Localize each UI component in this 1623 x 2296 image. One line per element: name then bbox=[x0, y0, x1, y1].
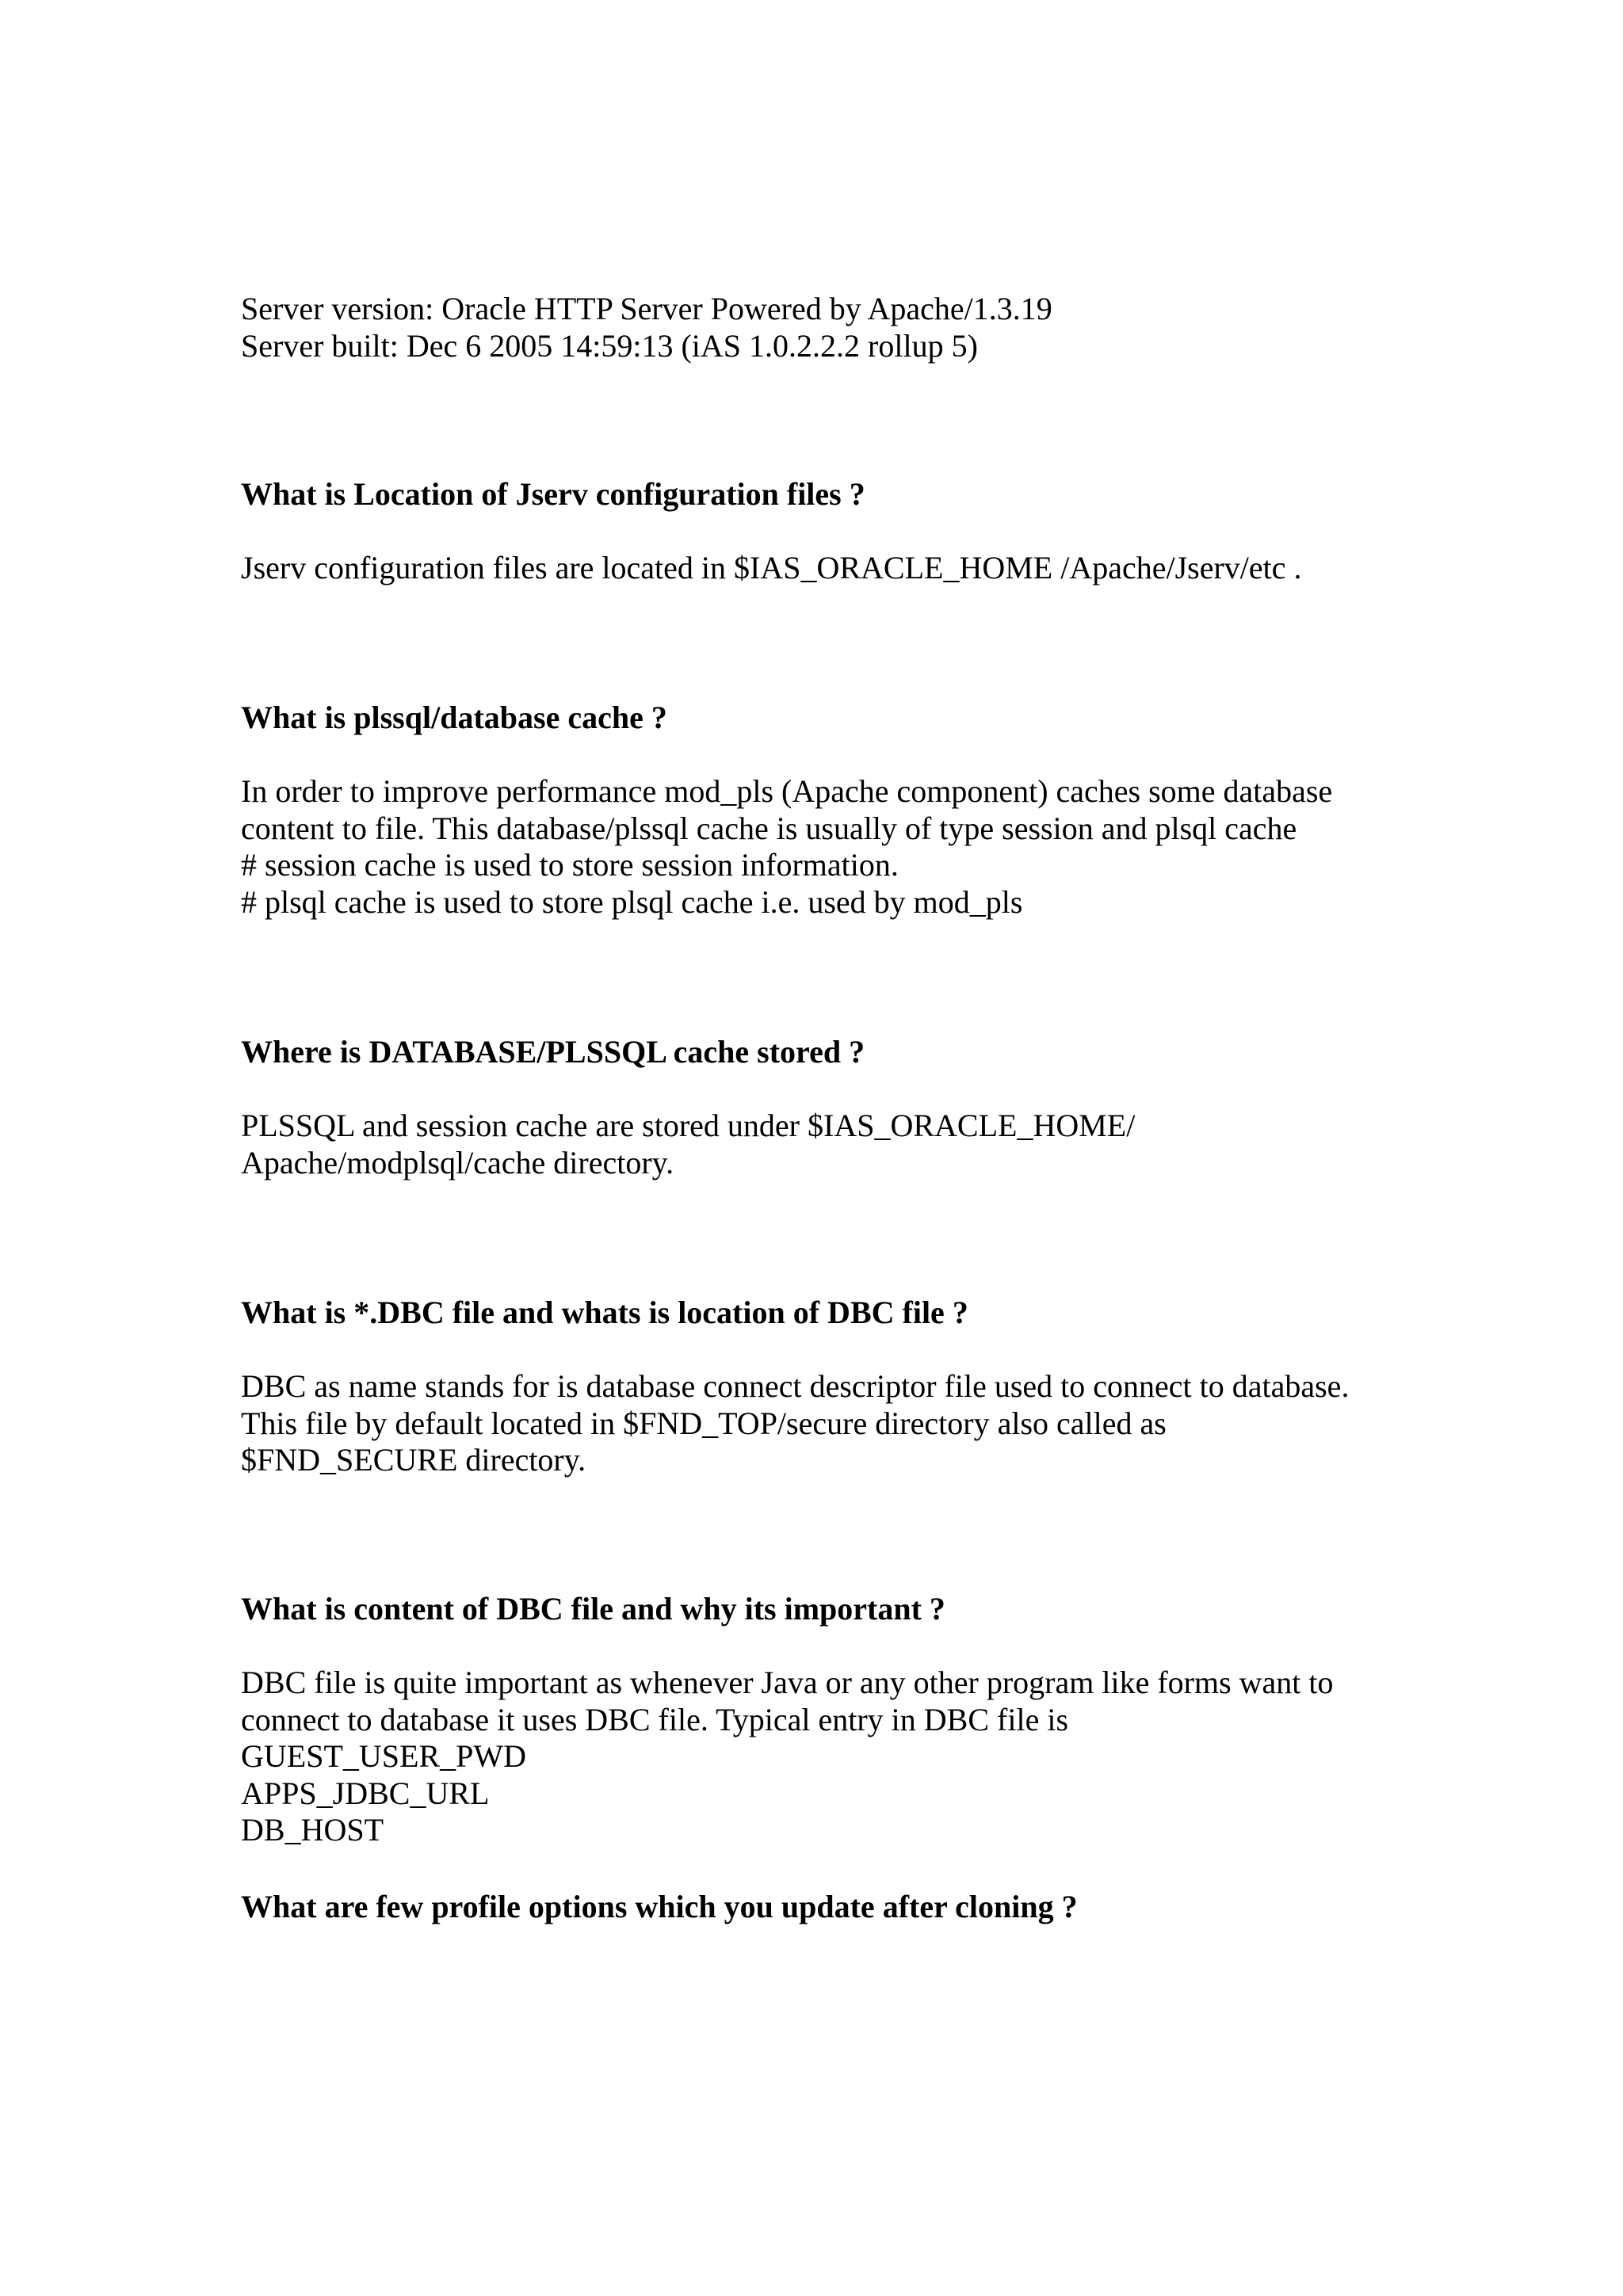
answer-dbc-content bbox=[241, 1665, 1477, 1849]
answer-dbc-file bbox=[241, 1368, 1477, 1479]
server-info bbox=[241, 291, 1477, 364]
question-plsql-cache: What is plssql/database cache ? bbox=[241, 700, 667, 735]
question-dbc-file: What is *.DBC file and whats is location of DBC file ? bbox=[241, 1295, 968, 1330]
answer-line: # plsql cache is used to store plsql cache i.e. used by mod_pls bbox=[241, 883, 1023, 920]
question-cache-location: Where is DATABASE/PLSSQL cache stored ? bbox=[241, 1034, 865, 1070]
question-profile-options: What are few profile options which you update after cloning ? bbox=[241, 1889, 1078, 1924]
answer-cache-location bbox=[241, 1108, 1477, 1181]
answer-line: Apache/modplsql/cache directory. bbox=[241, 1144, 674, 1180]
question-dbc-content: What is content of DBC file and why its important ? bbox=[241, 1591, 945, 1627]
answer-line: $FND_SECURE directory. bbox=[241, 1442, 586, 1478]
question-jserv-location: What is Location of Jserv configuration files ? bbox=[241, 476, 865, 512]
answer-line: DBC file is quite important as whenever Java or any other program like forms want to bbox=[241, 1665, 1334, 1700]
answer-line: Jserv configuration files are located in $IAS_ORACLE_HOME /Apache/Jserv/etc . bbox=[241, 550, 1302, 585]
server-version-line: Server version: Oracle HTTP Server Powered by Apache/1.3.19 bbox=[241, 291, 1052, 326]
answer-plsql-cache bbox=[241, 773, 1477, 921]
answer-line: In order to improve performance mod_pls (Apache component) caches some database bbox=[241, 773, 1333, 809]
answer-line: connect to database it uses DBC file. Typical entry in DBC file is bbox=[241, 1701, 1069, 1737]
answer-jserv-location bbox=[241, 550, 1477, 587]
answer-line: content to file. This database/plssql cache is usually of type session and plsql cache bbox=[241, 810, 1297, 846]
answer-line: PLSSQL and session cache are stored under $IAS_ORACLE_HOME/ bbox=[241, 1108, 1136, 1143]
answer-line: DBC as name stands for is database connect descriptor file used to connect to database. bbox=[241, 1368, 1350, 1404]
answer-line: # session cache is used to store session information. bbox=[241, 847, 899, 883]
answer-line: APPS_JDBC_URL bbox=[241, 1775, 490, 1811]
answer-line: This file by default located in $FND_TOP/secure directory also called as bbox=[241, 1405, 1167, 1441]
answer-line: GUEST_USER_PWD bbox=[241, 1738, 527, 1774]
answer-line: DB_HOST bbox=[241, 1812, 384, 1848]
server-built-line: Server built: Dec 6 2005 14:59:13 (iAS 1.0.2.2.2 rollup 5) bbox=[241, 327, 978, 364]
